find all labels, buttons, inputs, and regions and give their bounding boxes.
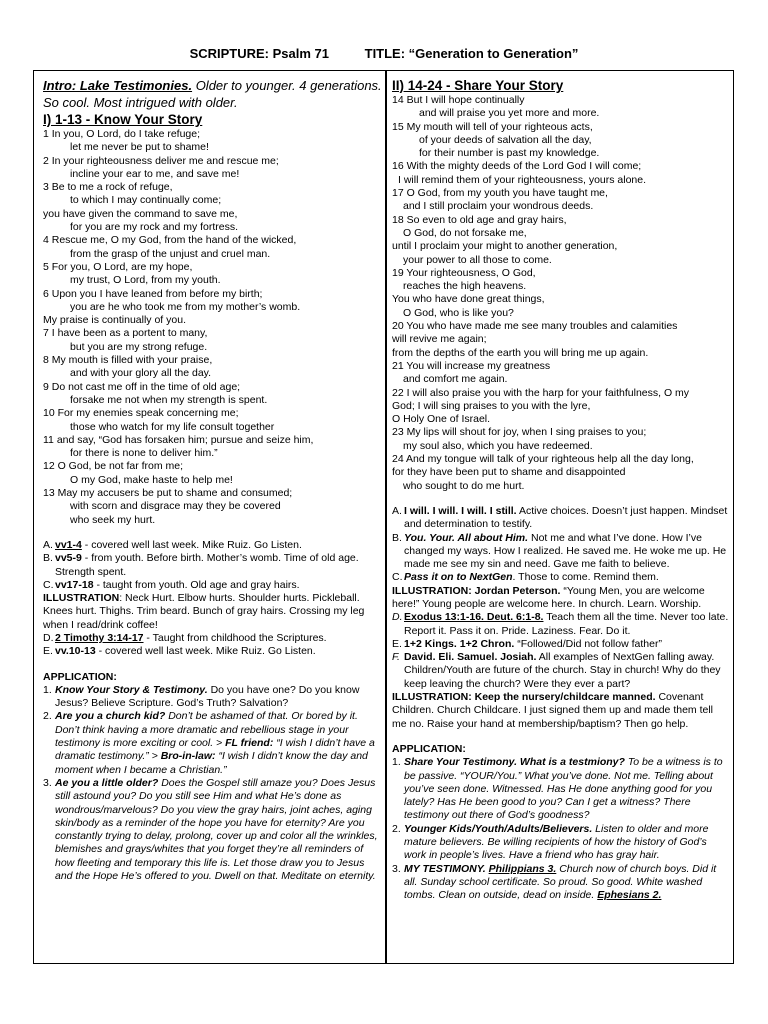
application-item-3: 3. MY TESTIMONY. Philippians 3. Church now of church boys. Did it all. Sunday school certificate. So proud. So good. White washed tombs. Clean on outside, dead on inside. Ephesians 2. xyxy=(392,862,717,902)
verse-line: my soul also, which you have redeemed. xyxy=(403,439,593,452)
verse-line: 24 And my tongue will talk of your righteous help all the day long, xyxy=(392,453,694,466)
note-e: E. vv.10-13 - covered well last week. Mike Ruiz. Go Listen. xyxy=(43,645,316,658)
verse-line: 16 With the mighty deeds of the Lord God I will come; xyxy=(392,160,642,173)
left-column xyxy=(43,77,383,883)
right-column xyxy=(392,77,730,903)
intro xyxy=(43,77,383,111)
verse-line: 2 In your righteousness deliver me and rescue me; xyxy=(43,154,279,167)
verse-list-1 xyxy=(43,128,383,527)
verse-line: 19 Your righteousness, O God, xyxy=(392,266,536,279)
verse-line: for you are my rock and my fortress. xyxy=(70,221,239,234)
verse-line: until I proclaim your might to another generation, xyxy=(392,240,618,253)
verse-line: My praise is continually of you. xyxy=(43,314,186,327)
note-d: D. Exodus 13:1-16. Deut. 6:1-8. Teach them all the time. Never too late. Report it. Pass it on. Pride. Laziness. Fear. Do it. xyxy=(392,611,729,637)
verse-line: and will praise you yet more and more. xyxy=(419,107,600,120)
application-item-3: 3. Ae you a little older? Does the Gospel still amaze you? Does Jesus still astound you? Do you still see Him and what He’s done as wondrous/marvelous? Do you view the gray hairs, joint aches, aging skin/body as a reminder of the hope you have for eternity? Are you constantly trying to delay, prolong, cover up and color all the wrinkles, blemishes and grays/whites that you forget they’re all reminders of how fleeting and temporary this life is. Let those draw you to Jesus and the Hope He’s offered to you. Dwell on that. Meditate on eternity. xyxy=(43,776,378,883)
application-item-2: 2. Younger Kids/Youth/Adults/Believers. Listen to older and more mature believers. Be willing recipients of how the history of God’s work in people’s lives. Have a friend who has gray hair. xyxy=(392,822,709,862)
intro-label: Intro: Lake Testimonies. xyxy=(43,78,193,93)
verse-line: 1 In you, O Lord, do I take refuge; xyxy=(43,128,201,140)
verse-line: 4 Rescue me, O my God, from the hand of the wicked, xyxy=(43,234,297,247)
verse-line: You who have done great things, xyxy=(392,293,545,306)
verse-line: 21 You will increase my greatness xyxy=(392,359,551,372)
illustration-2: ILLUSTRATION: Keep the nursery/childcare manned. Covenant Children. Church Childcare. I just signed them up and made them tell me no. Raise your hand at membership/baptism? Then go help. xyxy=(392,691,713,730)
verse-line: forsake me not when my strength is spent. xyxy=(70,393,268,406)
application-item-1: 1. Know Your Story & Testimony. Do you have one? Do you know Jesus? Believe Scripture. God’s Truth? Salvation? xyxy=(43,683,360,710)
verse-line: those who watch for my life consult together xyxy=(70,420,275,433)
verse-line: your power to all those to come. xyxy=(403,253,552,266)
verse-line: O God, who is like you? xyxy=(403,306,514,319)
illustration: ILLUSTRATION: Jordan Peterson. “Young Men, you are welcome here!” Young people are welcome here. In church. Learn. Worship. xyxy=(392,584,705,610)
verse-line: O my God, make haste to help me! xyxy=(70,473,233,486)
verse-line: 9 Do not cast me off in the time of old age; xyxy=(43,380,241,393)
section-title-1: I) 1-13 - Know Your Story xyxy=(43,112,203,127)
sermon-notes-box xyxy=(33,70,734,964)
verse-line: I will remind them of your righteousness, yours alone. xyxy=(398,173,647,186)
verse-line: you have given the command to save me, xyxy=(43,207,238,220)
verse-line: 20 You who have made me see many troubles and calamities xyxy=(392,320,678,333)
application-item-2: 2. Are you a church kid? Don’t be ashamed of that. Or bored by it. Don’t think having a more dramatic and rebellious stage in your testimony is more exciting or cool. > FL friend: “I wish I didn’t have a dramatic testimony.” > Bro-in-law: “I wish I didn’t know the day and moment when I became a Christian.” xyxy=(43,710,375,776)
note-c: C. vv17-18 - taught from youth. Old age and gray hairs. xyxy=(43,578,300,591)
verse-line: 18 So even to old age and gray hairs, xyxy=(392,213,567,226)
application-label: APPLICATION: xyxy=(43,670,117,683)
page-header xyxy=(0,46,768,61)
note-c: C. Pass it on to NextGen. Those to come. Remind them. xyxy=(392,571,659,584)
note-d: D. 2 Timothy 3:14-17 - Taught from childhood the Scriptures. xyxy=(43,631,327,644)
verse-line: 12 O God, be not far from me; xyxy=(43,460,184,473)
verse-line: 11 and say, “God has forsaken him; pursue and seize him, xyxy=(43,433,314,446)
verse-line: 22 I will also praise you with the harp for your faithfulness, O my xyxy=(392,386,690,399)
verse-line: and comfort me again. xyxy=(403,373,508,386)
verse-line: from the grasp of the unjust and cruel man. xyxy=(70,247,271,260)
note-b: B. vv5-9 - from youth. Before birth. Mother’s womb. Time of old age. Strength spent. xyxy=(43,552,359,578)
verse-line: 8 My mouth is filled with your praise, xyxy=(43,354,213,367)
note-a: A. vv1-4 - covered well last week. Mike Ruiz. Go Listen. xyxy=(43,538,302,551)
verse-line: 3 Be to me a rock of refuge, xyxy=(43,181,173,194)
verse-line: from the depths of the earth you will bring me up again. xyxy=(392,346,649,359)
note-e: E. 1+2 Kings. 1+2 Chron. “Followed/Did not follow father” xyxy=(392,637,662,650)
verse-line: 7 I have been as a portent to many, xyxy=(43,327,208,340)
verse-line: to which I may continually come; xyxy=(70,194,222,207)
title-heading: TITLE: “Generation to Generation” xyxy=(364,46,579,61)
note-a: A. I will. I will. I will. I still. Active choices. Doesn’t just happen. Mindset and determination to testify. xyxy=(392,504,728,531)
verse-line: 10 For my enemies speak concerning me; xyxy=(43,407,239,420)
verse-line: and with your glory all the day. xyxy=(70,367,212,380)
scripture-heading: SCRIPTURE: Psalm 71 xyxy=(189,46,329,61)
section-title-2: II) 14-24 - Share Your Story xyxy=(392,78,564,93)
note-b: B. You. Your. All about Him. Not me and what I’ve done. How I’ve changed my ways. How I realized. He saved me. He woke me up. He made me see my sin and need. Gave me faith to believe. xyxy=(392,531,727,571)
application-label: APPLICATION: xyxy=(392,742,466,755)
verse-line: 23 My lips will shout for joy, when I sing praises to you; xyxy=(392,426,647,439)
verse-line: 15 My mouth will tell of your righteous acts, xyxy=(392,120,593,133)
verse-line: O Holy One of Israel. xyxy=(392,413,491,426)
verse-line: but you are my strong refuge. xyxy=(70,340,208,353)
verse-line: and I still proclaim your wondrous deeds. xyxy=(403,200,594,213)
verse-line: 13 May my accusers be put to shame and consumed; xyxy=(43,487,293,500)
verse-line: for there is none to deliver him.” xyxy=(70,447,218,460)
verse-line: will revive me again; xyxy=(392,333,487,346)
verse-line: 14 But I will hope continually xyxy=(392,94,525,106)
verse-line: who sought to do me hurt. xyxy=(403,479,525,492)
verse-line: 5 For you, O Lord, are my hope, xyxy=(43,260,193,273)
verse-line: God; I will sing praises to you with the lyre, xyxy=(392,399,591,412)
verse-line: incline your ear to me, and save me! xyxy=(70,167,240,180)
intro-text: Older to younger. 4 generations. So cool. Most intrigued with older. xyxy=(43,78,382,110)
verse-line: for they have been put to shame and disappointed xyxy=(392,466,626,479)
verse-line: O God, do not forsake me, xyxy=(403,226,527,239)
verse-line: 17 O God, from my youth you have taught me, xyxy=(392,187,608,200)
illustration: ILLUSTRATION: Neck Hurt. Elbow hurts. Shoulder hurts. Pickleball. Knees hurt. Thighs. Trim beard. Bunch of gray hairs. Crossing my leg when I read/drink coffee! xyxy=(43,592,365,631)
verse-line: let me never be put to shame! xyxy=(70,141,209,154)
verse-line: my trust, O Lord, from my youth. xyxy=(70,274,221,287)
verse-line: reaches the high heavens. xyxy=(403,280,527,293)
column-divider xyxy=(385,71,387,963)
verse-line: of your deeds of salvation all the day, xyxy=(419,133,592,146)
application-item-1: 1. Share Your Testimony. What is a testmiony? To be a witness is to be passive. “YOUR/You.” What you’ve done. Not me. Telling about you’ve seen done. Witnessed. Has He done anything good for you lately? Has He been good to you? Can I get a witness? There testimony out there of God’s goodness? xyxy=(392,756,723,822)
verse-line: with scorn and disgrace may they be covered xyxy=(70,500,281,513)
verse-line: for their number is past my knowledge. xyxy=(419,147,600,160)
verse-line: you are he who took me from my mother’s womb. xyxy=(70,300,301,313)
verse-line: who seek my hurt. xyxy=(70,513,156,526)
note-f: F. David. Eli. Samuel. Josiah. All examples of NextGen falling away. Children/Youth are future of the church. Stay in church! Why do they keep leaving the church? Were they ever a part? xyxy=(392,651,721,690)
verse-list-2 xyxy=(392,94,730,493)
verse-line: 6 Upon you I have leaned from before my birth; xyxy=(43,287,263,300)
